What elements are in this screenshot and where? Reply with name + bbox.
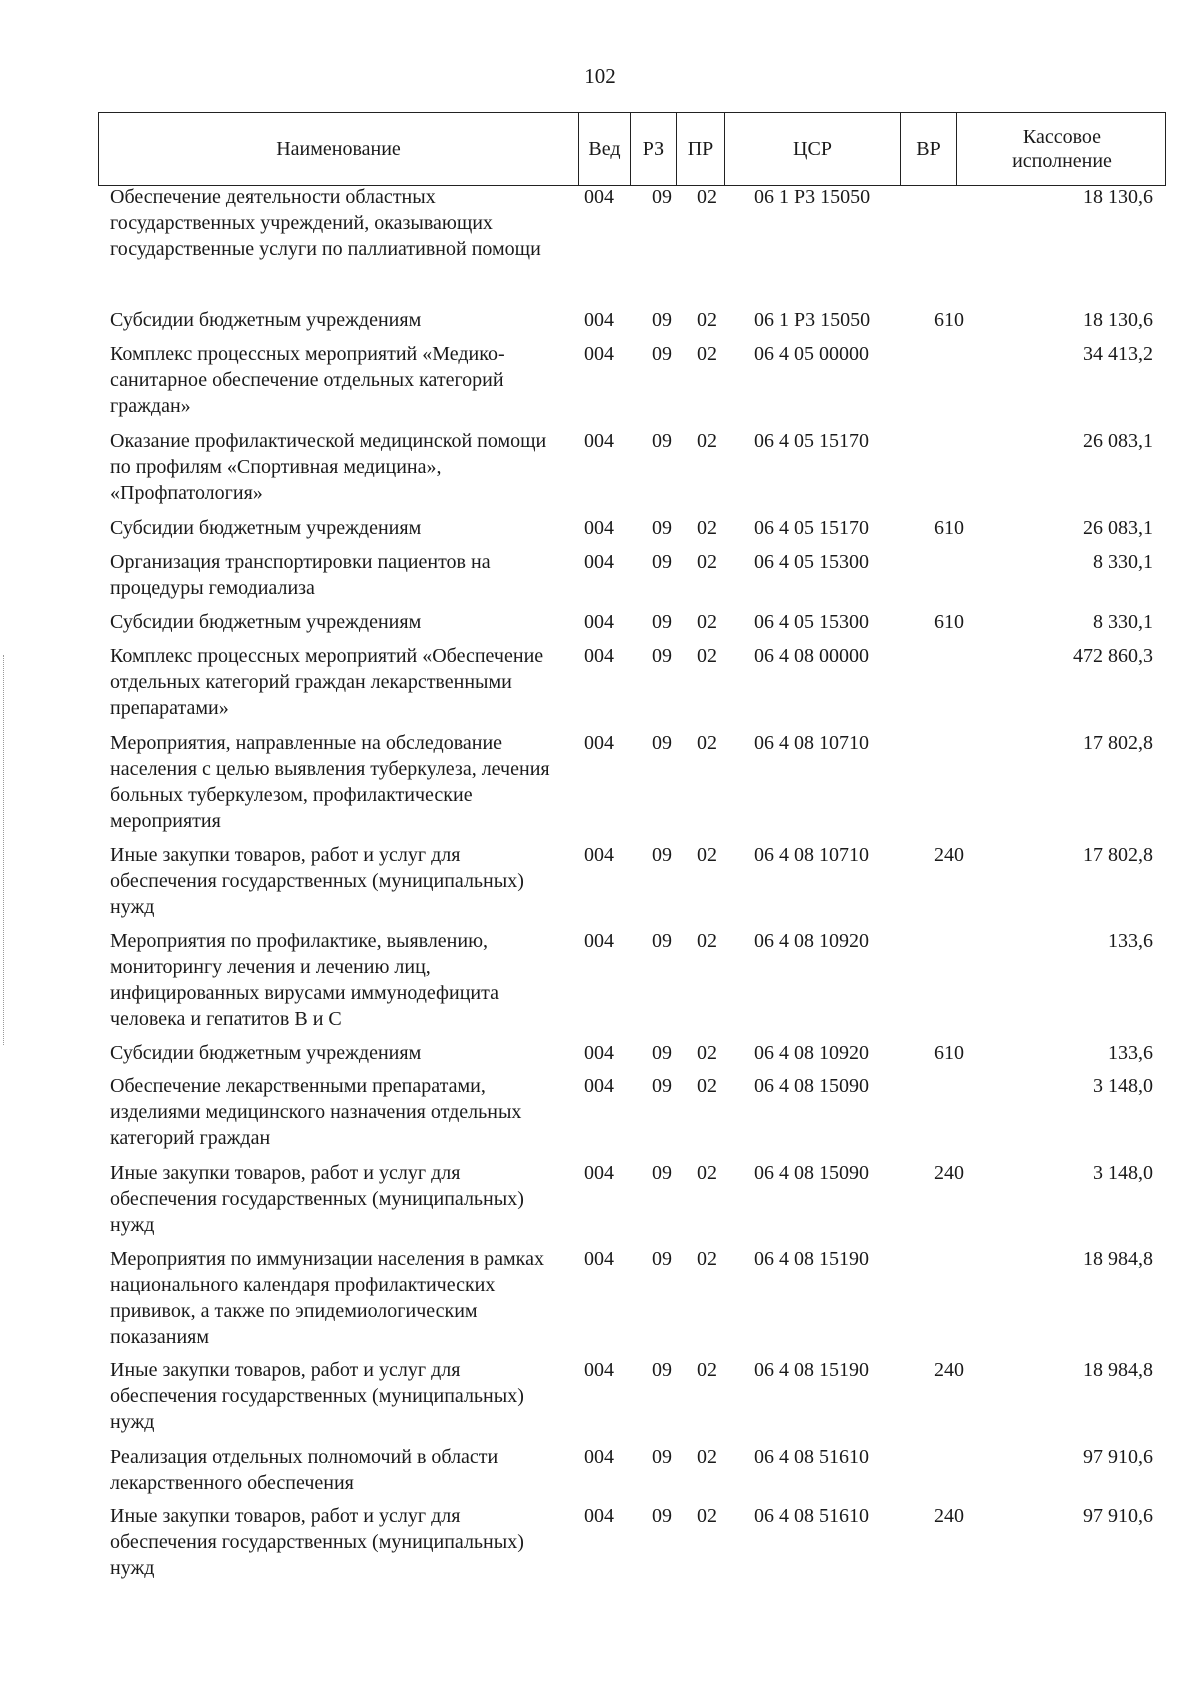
cell-csr: 06 4 08 15190 xyxy=(754,1359,869,1381)
cell-name: Обеспечение деятельности областных государственных учреждений, оказывающих государственные услуги по паллиативной помощи xyxy=(110,186,541,260)
cell-rz: 09 xyxy=(652,1075,672,1097)
cell-vr: 610 xyxy=(934,309,964,331)
cell-kass: 472 860,3 xyxy=(1073,645,1153,667)
cell-kass: 97 910,6 xyxy=(1083,1505,1153,1527)
cell-vr: 610 xyxy=(934,1042,964,1064)
cell-ved: 004 xyxy=(584,930,614,952)
cell-csr: 06 4 05 00000 xyxy=(754,343,869,365)
cell-name: Мероприятия по иммунизации населения в рамках национального календаря профилактических прививок, а также по эпидемиологическим показаниям xyxy=(110,1248,544,1348)
cell-pr: 02 xyxy=(697,611,717,633)
cell-name: Реализация отдельных полномочий в области лекарственного обеспечения xyxy=(110,1446,499,1494)
cell-kass: 26 083,1 xyxy=(1083,517,1153,539)
cell-ved: 004 xyxy=(584,551,614,573)
cell-csr: 06 4 08 15090 xyxy=(754,1162,869,1184)
cell-kass: 3 148,0 xyxy=(1093,1075,1153,1097)
cell-csr: 06 4 08 10710 xyxy=(754,732,869,754)
cell-rz: 09 xyxy=(652,551,672,573)
cell-rz: 09 xyxy=(652,732,672,754)
cell-name: Иные закупки товаров, работ и услуг для обеспечения государственных (муниципальных) нужд xyxy=(110,1505,524,1579)
cell-ved: 004 xyxy=(584,611,614,633)
cell-name: Иные закупки товаров, работ и услуг для обеспечения государственных (муниципальных) нужд xyxy=(110,1359,524,1433)
cell-csr: 06 4 08 51610 xyxy=(754,1505,869,1527)
cell-csr: 06 1 Р3 15050 xyxy=(754,309,871,331)
header-vr: ВР xyxy=(901,113,957,185)
cell-csr: 06 4 08 10920 xyxy=(754,930,869,952)
cell-kass: 3 148,0 xyxy=(1093,1162,1153,1184)
cell-name: Иные закупки товаров, работ и услуг для обеспечения государственных (муниципальных) нужд xyxy=(110,844,524,918)
cell-ved: 004 xyxy=(584,1446,614,1468)
cell-csr: 06 4 08 00000 xyxy=(754,645,869,667)
cell-ved: 004 xyxy=(584,844,614,866)
cell-pr: 02 xyxy=(697,430,717,452)
cell-pr: 02 xyxy=(697,517,717,539)
cell-pr: 02 xyxy=(697,186,717,208)
cell-csr: 06 4 05 15300 xyxy=(754,611,869,633)
cell-ved: 004 xyxy=(584,186,614,208)
cell-ved: 004 xyxy=(584,1505,614,1527)
cell-csr: 06 4 08 51610 xyxy=(754,1446,869,1468)
cell-pr: 02 xyxy=(697,1505,717,1527)
cell-ved: 004 xyxy=(584,1359,614,1381)
cell-name: Субсидии бюджетным учреждениям xyxy=(110,517,422,539)
cell-pr: 02 xyxy=(697,844,717,866)
cell-pr: 02 xyxy=(697,1162,717,1184)
header-rz: РЗ xyxy=(631,113,677,185)
cell-ved: 004 xyxy=(584,645,614,667)
cell-rz: 09 xyxy=(652,343,672,365)
cell-vr: 610 xyxy=(934,611,964,633)
cell-ved: 004 xyxy=(584,309,614,331)
cell-name: Мероприятия, направленные на обследование населения с целью выявления туберкулеза, лечения больных туберкулезом, профилактические мероприятия xyxy=(110,732,550,832)
cell-kass: 18 130,6 xyxy=(1083,186,1153,208)
cell-name: Оказание профилактической медицинской помощи по профилям «Спортивная медицина», «Профпатология» xyxy=(110,430,547,504)
cell-csr: 06 4 05 15170 xyxy=(754,517,869,539)
cell-vr: 240 xyxy=(934,1359,964,1381)
scan-margin-mark xyxy=(3,655,5,1045)
header-name: Наименование xyxy=(99,113,579,185)
cell-pr: 02 xyxy=(697,309,717,331)
header-ved: Вед xyxy=(579,113,631,185)
cell-name: Субсидии бюджетным учреждениям xyxy=(110,1042,422,1064)
cell-rz: 09 xyxy=(652,844,672,866)
cell-pr: 02 xyxy=(697,930,717,952)
cell-rz: 09 xyxy=(652,1162,672,1184)
cell-rz: 09 xyxy=(652,1505,672,1527)
cell-ved: 004 xyxy=(584,1162,614,1184)
cell-pr: 02 xyxy=(697,1248,717,1270)
cell-pr: 02 xyxy=(697,732,717,754)
cell-kass: 133,6 xyxy=(1108,930,1153,952)
cell-name: Мероприятия по профилактике, выявлению, мониторингу лечения и лечению лиц, инфицированных вирусами иммунодефицита человека и гепатитов В и С xyxy=(110,930,499,1030)
cell-rz: 09 xyxy=(652,1042,672,1064)
cell-kass: 26 083,1 xyxy=(1083,430,1153,452)
cell-pr: 02 xyxy=(697,645,717,667)
cell-rz: 09 xyxy=(652,186,672,208)
cell-rz: 09 xyxy=(652,645,672,667)
cell-rz: 09 xyxy=(652,611,672,633)
cell-ved: 004 xyxy=(584,517,614,539)
cell-vr: 610 xyxy=(934,517,964,539)
cell-vr: 240 xyxy=(934,1505,964,1527)
header-pr: ПР xyxy=(677,113,725,185)
cell-rz: 09 xyxy=(652,1446,672,1468)
cell-name: Субсидии бюджетным учреждениям xyxy=(110,309,422,331)
table-header xyxy=(98,112,1166,186)
cell-pr: 02 xyxy=(697,551,717,573)
cell-kass: 133,6 xyxy=(1108,1042,1153,1064)
cell-vr: 240 xyxy=(934,844,964,866)
cell-pr: 02 xyxy=(697,1446,717,1468)
cell-vr: 240 xyxy=(934,1162,964,1184)
cell-kass: 18 130,6 xyxy=(1083,309,1153,331)
cell-csr: 06 4 05 15300 xyxy=(754,551,869,573)
cell-kass: 8 330,1 xyxy=(1093,611,1153,633)
cell-csr: 06 4 08 15190 xyxy=(754,1248,869,1270)
cell-csr: 06 4 05 15170 xyxy=(754,430,869,452)
cell-kass: 34 413,2 xyxy=(1083,343,1153,365)
cell-rz: 09 xyxy=(652,1248,672,1270)
cell-ved: 004 xyxy=(584,1042,614,1064)
cell-pr: 02 xyxy=(697,343,717,365)
cell-pr: 02 xyxy=(697,1075,717,1097)
cell-name: Организация транспортировки пациентов на процедуры гемодиализа xyxy=(110,551,491,599)
cell-kass: 18 984,8 xyxy=(1083,1359,1153,1381)
cell-rz: 09 xyxy=(652,430,672,452)
page-number: 102 xyxy=(584,64,616,88)
cell-name: Субсидии бюджетным учреждениям xyxy=(110,611,422,633)
header-csr: ЦСР xyxy=(725,113,901,185)
cell-pr: 02 xyxy=(697,1042,717,1064)
cell-ved: 004 xyxy=(584,1248,614,1270)
cell-csr: 06 4 08 10710 xyxy=(754,844,869,866)
cell-csr: 06 1 Р3 15050 xyxy=(754,186,871,208)
cell-name: Комплекс процессных мероприятий «Обеспечение отдельных категорий граждан лекарственными препаратами» xyxy=(110,645,544,719)
cell-name: Обеспечение лекарственными препаратами, изделиями медицинского назначения отдельных категорий граждан xyxy=(110,1075,522,1149)
cell-ved: 004 xyxy=(584,732,614,754)
cell-csr: 06 4 08 15090 xyxy=(754,1075,869,1097)
cell-rz: 09 xyxy=(652,1359,672,1381)
header-kass: Кассовое исполнение xyxy=(1012,126,1112,172)
cell-kass: 17 802,8 xyxy=(1083,732,1153,754)
cell-ved: 004 xyxy=(584,1075,614,1097)
cell-kass: 18 984,8 xyxy=(1083,1248,1153,1270)
cell-rz: 09 xyxy=(652,930,672,952)
cell-ved: 004 xyxy=(584,430,614,452)
cell-name: Иные закупки товаров, работ и услуг для обеспечения государственных (муниципальных) нужд xyxy=(110,1162,524,1236)
cell-ved: 004 xyxy=(584,343,614,365)
cell-csr: 06 4 08 10920 xyxy=(754,1042,869,1064)
cell-kass: 97 910,6 xyxy=(1083,1446,1153,1468)
cell-kass: 17 802,8 xyxy=(1083,844,1153,866)
cell-kass: 8 330,1 xyxy=(1093,551,1153,573)
cell-name: Комплекс процессных мероприятий «Медико-санитарное обеспечение отдельных категорий граждан» xyxy=(110,343,505,417)
cell-rz: 09 xyxy=(652,517,672,539)
cell-pr: 02 xyxy=(697,1359,717,1381)
cell-rz: 09 xyxy=(652,309,672,331)
